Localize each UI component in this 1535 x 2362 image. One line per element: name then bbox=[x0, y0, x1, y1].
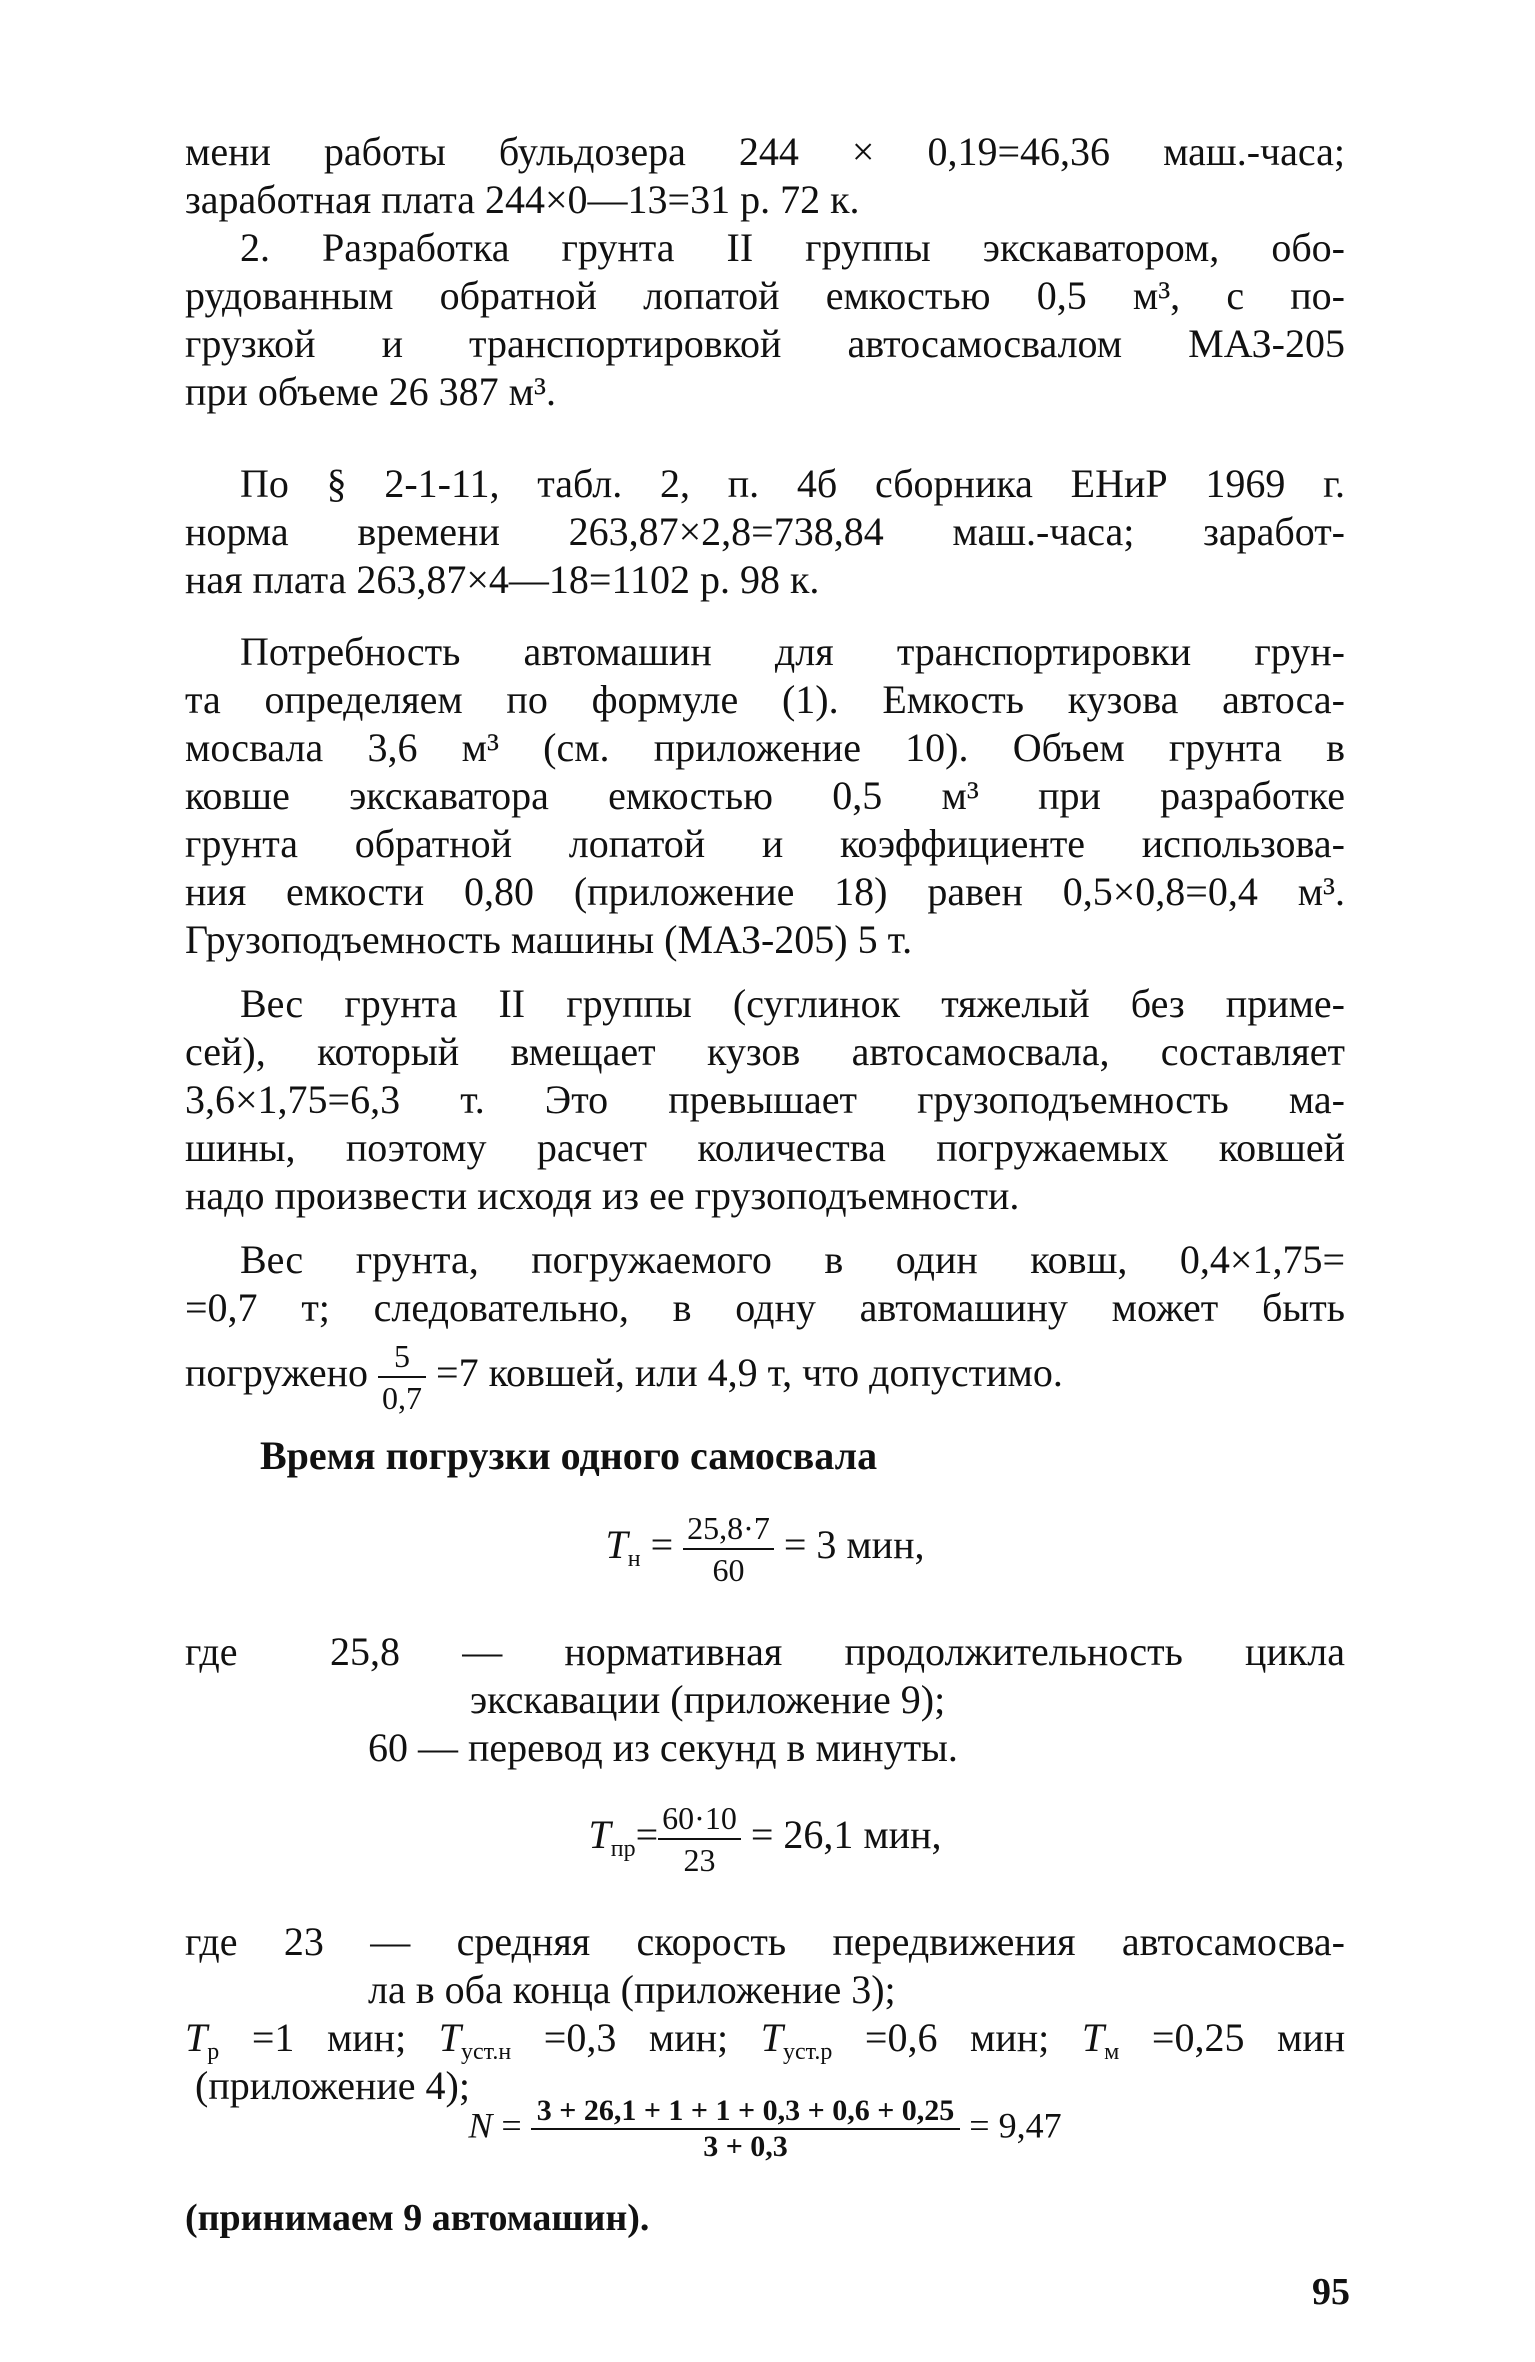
formula-lhs: Т bbox=[605, 1522, 628, 1567]
formula-load-time bbox=[185, 1490, 1345, 1614]
formula-rhs: = 3 мин, bbox=[783, 1522, 925, 1567]
symbol-sub: уст.н bbox=[461, 2039, 512, 2065]
text-line: заработная плата 244×0—13=31 р. 72 к. bbox=[185, 177, 860, 222]
value: =0,3 мин; bbox=[543, 2015, 729, 2060]
text-line: сей), который вмещает кузов автосамосвала, составляет bbox=[185, 1029, 1345, 1074]
text-line: Грузоподъемность машины (МАЗ-205) 5 т. bbox=[185, 917, 913, 962]
text-line: 2. Разработка грунта II группы экскаватором, обо- bbox=[240, 225, 1345, 270]
symbol: Т bbox=[760, 2015, 783, 2060]
fraction-denominator: 0,7 bbox=[382, 1379, 423, 1416]
formula-lhs-sub: н bbox=[627, 1546, 641, 1572]
text-line: Потребность автомашин для транспортировки грун- bbox=[240, 629, 1345, 674]
text-line: Вес грунта II группы (суглинок тяжелый без приме- bbox=[240, 981, 1345, 1026]
text-line: мени работы бульдозера 244 × 0,19=46,36 маш.-часа; bbox=[185, 129, 1345, 174]
section-heading: Время погрузки одного самосвала bbox=[260, 1433, 878, 1478]
fraction-denominator: 3 + 0,3 bbox=[703, 2130, 788, 2163]
value: =0,25 мин bbox=[1151, 2015, 1346, 2060]
text-line: ковше экскаватора емкостью 0,5 м³ при разработке bbox=[185, 773, 1345, 818]
text-line: 3,6×1,75=6,3 т. Это превышает грузоподъемность ма- bbox=[185, 1077, 1345, 1122]
page-number: 95 bbox=[1312, 2271, 1350, 2313]
text-line: ла в оба конца (приложение 3); bbox=[368, 1967, 896, 2012]
text-line: По § 2-1-11, табл. 2, п. 4б сборника ЕНиР 1969 г. bbox=[240, 461, 1345, 506]
where-label: где bbox=[185, 1629, 238, 1674]
fraction bbox=[683, 1509, 774, 1588]
formula-rhs: = 9,47 bbox=[969, 2105, 1062, 2146]
fraction-numerator: 25,8·7 bbox=[683, 1512, 774, 1550]
text-line: ная плата 263,87×4—18=1102 р. 98 к. bbox=[185, 557, 820, 602]
where-item: экскавации (приложение 9); bbox=[470, 1677, 946, 1722]
where-item: 60 — перевод из секунд в минуты. bbox=[368, 1725, 958, 1770]
text-line: при объеме 26 387 м³. bbox=[185, 369, 556, 414]
symbol-sub: р bbox=[207, 2039, 220, 2065]
text-line: надо произвести исходя из ее грузоподъемности. bbox=[185, 1173, 1020, 1218]
formula-eq: = bbox=[650, 1522, 674, 1567]
fraction-denominator: 23 bbox=[683, 1841, 716, 1878]
formula-lhs: Т bbox=[588, 1812, 611, 1857]
symbol-sub: м bbox=[1104, 2039, 1120, 2065]
text-run: =7 ковшей, или 4,9 т, что допустимо. bbox=[436, 1350, 1063, 1395]
text-line: рудованным обратной лопатой емкостью 0,5 м³, с по- bbox=[185, 273, 1345, 318]
where-item: 25,8 — нормативная продолжительность цикла bbox=[330, 1629, 1345, 1674]
fraction-numerator: 5 bbox=[378, 1340, 426, 1378]
fraction bbox=[378, 1337, 426, 1416]
formula-lhs-sub: пр bbox=[610, 1836, 636, 1862]
text-run: погружено bbox=[185, 1350, 369, 1395]
text-line: шины, поэтому расчет количества погружаемых ковшей bbox=[185, 1125, 1345, 1170]
symbol-sub: уст.р bbox=[783, 2039, 833, 2065]
formula-rhs: = 26,1 мин, bbox=[750, 1812, 942, 1857]
formula-eq: = bbox=[635, 1812, 659, 1857]
symbol: Т bbox=[185, 2015, 208, 2060]
fraction bbox=[658, 1799, 741, 1878]
text-line: грузкой и транспортировкой автосамосвалом МАЗ-205 bbox=[185, 321, 1345, 366]
text-line: =0,7 т; следовательно, в одну автомашину может быть bbox=[185, 1285, 1345, 1330]
text-line: та определяем по формуле (1). Емкость кузова автоса- bbox=[185, 677, 1345, 722]
conclusion: (принимаем 9 автомашин). bbox=[185, 2197, 650, 2239]
text-line-with-fraction bbox=[185, 1338, 1345, 1414]
text-line: где 23 — средняя скорость передвижения автосамосва- bbox=[185, 1919, 1345, 1964]
text-line: мосвала 3,6 м³ (см. приложение 10). Объем грунта в bbox=[185, 725, 1345, 770]
formula-travel-time bbox=[185, 1780, 1345, 1904]
value: =1 мин; bbox=[251, 2015, 407, 2060]
value: =0,6 мин; bbox=[864, 2015, 1050, 2060]
fraction-numerator: 60·10 bbox=[658, 1802, 741, 1840]
formula-eq: = bbox=[501, 2105, 522, 2146]
fraction-denominator: 60 bbox=[712, 1551, 745, 1588]
symbol: Т bbox=[438, 2015, 462, 2060]
fraction-numerator: 3 + 26,1 + 1 + 1 + 0,3 + 0,6 + 0,25 bbox=[531, 2096, 961, 2130]
text-line: ния емкости 0,80 (приложение 18) равен 0,5×0,8=0,4 м³. bbox=[185, 869, 1345, 914]
text-line: (приложение 4); bbox=[195, 2063, 470, 2108]
text-line: Вес грунта, погружаемого в один ковш, 0,4×1,75= bbox=[240, 1237, 1345, 1282]
text-line: норма времени 263,87×2,8=738,84 маш.-часа; заработ- bbox=[185, 509, 1345, 554]
text-line: грунта обратной лопатой и коэффициенте использова- bbox=[185, 821, 1345, 866]
formula-lhs: N bbox=[468, 2105, 493, 2146]
symbol: Т bbox=[1081, 2015, 1105, 2060]
